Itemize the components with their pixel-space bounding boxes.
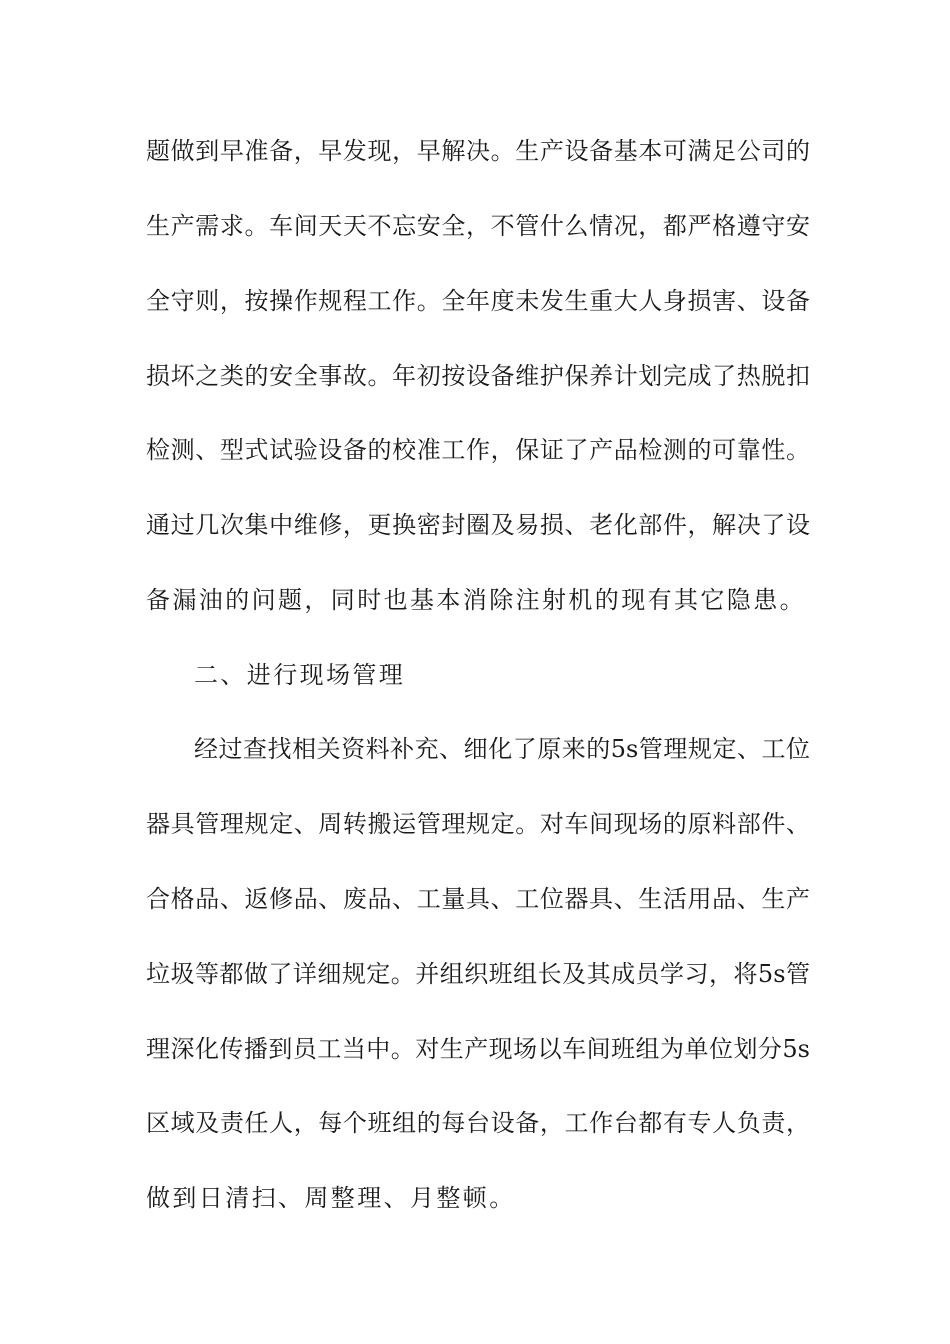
paragraph-line: 做到日清扫、周整理、月整顿。 [146,1184,516,1212]
section-heading: 二、进行现场管理 [194,661,406,689]
paragraph-line: 全守则，按操作规程工作。全年度未发生重大人身损害、设备 [146,287,810,315]
paragraph-line: 题做到早准备，早发现，早解决。生产设备基本可满足公司的 [146,137,810,165]
paragraph-line: 通过几次集中维修，更换密封圈及易损、老化部件，解决了设 [146,511,810,539]
paragraph-line: 经过查找相关资料补充、细化了原来的5s管理规定、工位 [194,735,810,763]
paragraph-line: 理深化传播到员工当中。对生产现场以车间班组为单位划分5s [146,1035,810,1063]
paragraph-line: 备漏油的问题，同时也基本消除注射机的现有其它隐患。 [146,586,806,614]
paragraph-line: 检测、型式试验设备的校准工作，保证了产品检测的可靠性。 [146,436,810,464]
paragraph-line: 生产需求。车间天天不忘安全，不管什么情况，都严格遵守安 [146,212,810,240]
paragraph-line: 器具管理规定、周转搬运管理规定。对车间现场的原料部件、 [146,810,810,838]
paragraph-line: 合格品、返修品、废品、工量具、工位器具、生活用品、生产 [146,885,810,913]
paragraph-line: 区域及责任人，每个班组的每台设备，工作台都有专人负责， [146,1109,810,1137]
paragraph-line: 垃圾等都做了详细规定。并组织班组长及其成员学习，将5s管 [146,960,810,988]
paragraph-line: 损坏之类的安全事故。年初按设备维护保养计划完成了热脱扣 [146,362,810,390]
